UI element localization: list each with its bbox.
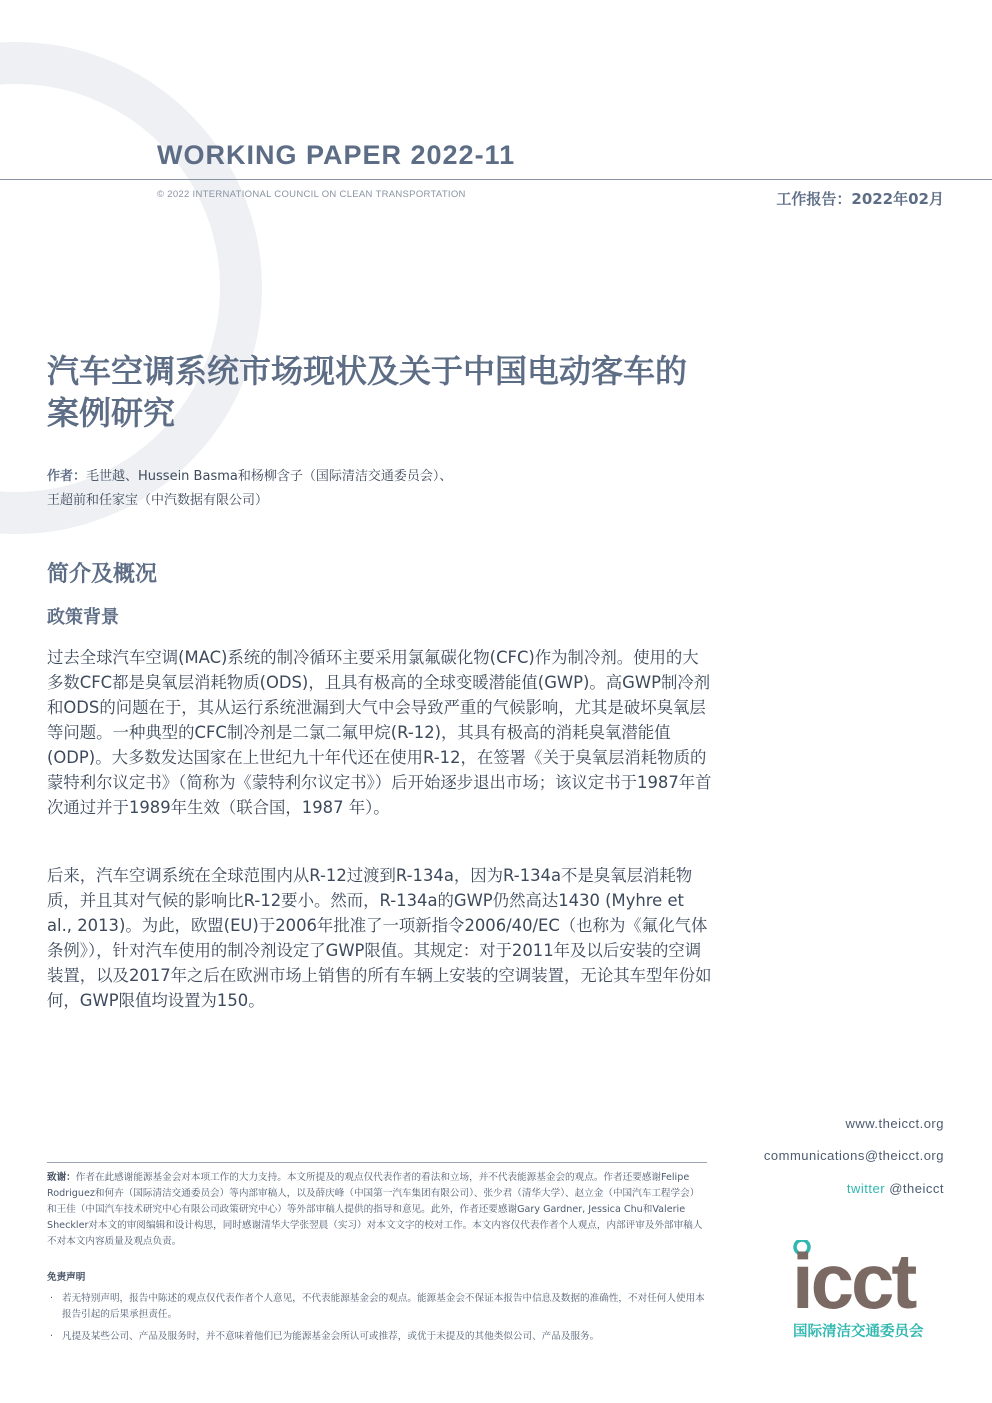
email-link[interactable]: communications@theicct.org: [763, 1148, 944, 1163]
disclaimer-item-1: [50, 1291, 707, 1323]
authors-line-2: 王超前和任家宝（中汽数据有限公司）: [47, 493, 269, 508]
decorative-arc: [0, 42, 262, 534]
twitter-label: twitter: [846, 1181, 886, 1196]
copyright-line: © 2022 INTERNATIONAL COUNCIL ON CLEAN TRANSPORTATION: [157, 189, 466, 200]
header-rule: [0, 179, 992, 180]
authors-line-1: 毛世越、Hussein Basma和杨柳含子（国际清洁交通委员会）、: [86, 469, 453, 484]
authors-block: [47, 465, 707, 513]
disclaimer-item-text: 凡提及某些公司、产品及服务时，并不意味着他们已为能源基金会所认可或推荐，或优于未提及的其他类似公司、产品及服务。: [62, 1331, 600, 1342]
section-subheading: 政策背景: [47, 607, 119, 628]
body-paragraph-2: 后来，汽车空调系统在全球范围内从R-12过渡到R-134a，因为R-134a不是臭氧层消耗物质，并且其对气候的影响比R-12要小。然而，R-134a的GWP仍然高达1430 (Myhre et al., 2013)。为此，欧盟(EU)于2006年批准了一项新指令2006/40/EC（也称为《氟化气体条例》），针对汽车使用的制冷剂设定了GWP限值。其规定：对于2011年及以后安装的空调装置，以及2017年之后在欧洲市场上销售的所有车辆上安装的空调装置，无论其车型年份如何，GWP限值均设置为150。: [47, 866, 712, 1010]
bullet-mark: ·: [50, 1293, 54, 1304]
authors-label: 作者：: [47, 469, 87, 484]
series-title: WORKING PAPER 2022-11: [157, 140, 516, 170]
body-paragraph-1: 过去全球汽车空调(MAC)系统的制冷循环主要采用氯氟碳化物(CFC)作为制冷剂。使用的大多数CFC都是臭氧层消耗物质(ODS)，且具有极高的全球变暖潜能值(GWP)。高GWP制冷剂和ODS的问题在于，其从运行系统泄漏到大气中会导致严重的气候影响，尤其是破坏臭氧层等问题。一种典型的CFC制冷剂是二氯二氟甲烷(R-12)，其具有极高的消耗臭氧潜能值(ODP)。大多数发达国家在上世纪九十年代还在使用R-12，在签署《关于臭氧层消耗物质的蒙特利尔议定书》（简称为《蒙特利尔议定书》）后开始逐步退出市场；该议定书于1987年首次通过并于1989年生效（联合国，1987 年）。: [47, 648, 712, 817]
disclaimer-item-text: 若无特别声明，报告中陈述的观点仅代表作者个人意见，不代表能源基金会的观点。能源基金会不保证本报告中信息及数据的准确性，不对任何人使用本报告引起的后果承担责任。: [62, 1293, 705, 1320]
acknowledgements: [47, 1170, 707, 1250]
footnote-rule: [47, 1162, 707, 1163]
bullet-mark: ·: [50, 1331, 54, 1342]
website-link[interactable]: www.theicct.org: [845, 1116, 944, 1131]
publication-date: 工作报告：2022年02月: [776, 190, 944, 208]
acknowledgements-label: 致谢：: [47, 1172, 76, 1183]
logo-chinese-name: 国际清洁交通委员会: [793, 1324, 924, 1340]
logo-wordmark: icct: [792, 1240, 915, 1325]
section-heading: 简介及概况: [47, 562, 158, 587]
twitter-link[interactable]: [847, 1181, 944, 1196]
document-title: 汽车空调系统市场现状及关于中国电动客车的案例研究: [47, 352, 688, 432]
acknowledgements-text: 作者在此感谢能源基金会对本项工作的大力支持。本文所提及的观点仅代表作者的看法和立场，并不代表能源基金会的观点。作者还要感谢Felipe Rodriguez和何卉（国际清洁交通委员会）等内部审稿人，以及薛庆峰（中国第一汽车集团有限公司）、张少君（清华大学）、赵立金（中国汽车工程学会）和王佳（中国汽车技术研究中心有限公司政策研究中心）等外部审稿人提供的指导和意见。此外，作者还要感谢Gary Gardner, Jessica Chu和Valerie Sheckler对本文的审阅编辑和设计构思，同时感谢清华大学张翌晨（实习）对本文文字的校对工作。本文内容仅代表作者个人观点，内部评审及外部审稿人不对本文内容质量及观点负责。: [47, 1172, 703, 1247]
disclaimer-item-2: [50, 1329, 707, 1345]
twitter-handle: @theicct: [889, 1181, 944, 1196]
disclaimer-title: 免责声明: [47, 1272, 86, 1283]
